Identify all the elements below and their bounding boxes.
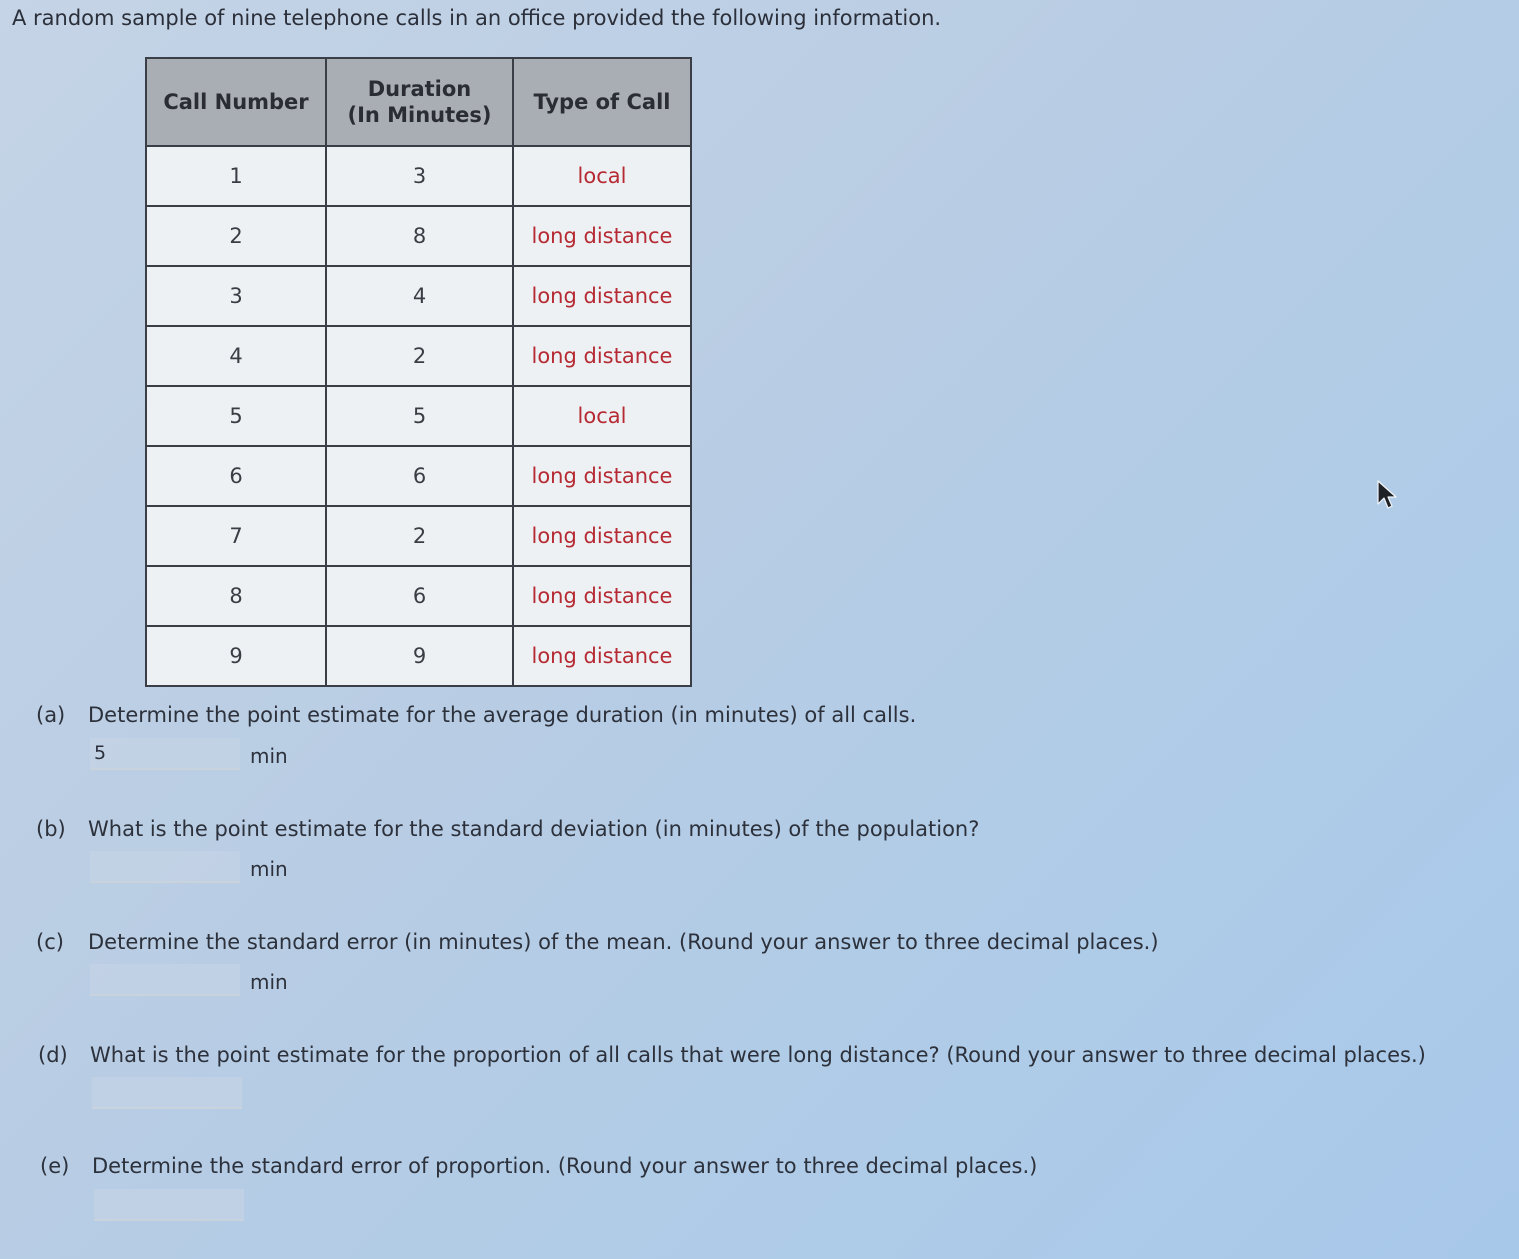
cell-type: long distance xyxy=(513,506,691,566)
table-row xyxy=(146,626,691,686)
header-type: Type of Call xyxy=(513,58,691,146)
table-row xyxy=(146,326,691,386)
header-call-number: Call Number xyxy=(146,58,326,146)
cell-call-number: 2 xyxy=(146,206,326,266)
cell-type: long distance xyxy=(513,326,691,386)
question-a xyxy=(36,703,916,727)
cell-call-number: 1 xyxy=(146,146,326,206)
question-a-label: (a) xyxy=(36,703,66,727)
calls-table xyxy=(145,57,692,687)
cell-duration: 5 xyxy=(326,386,513,446)
question-e-label: (e) xyxy=(40,1154,70,1178)
answer-b-unit: min xyxy=(250,857,288,881)
cell-call-number: 7 xyxy=(146,506,326,566)
question-d xyxy=(38,1043,1426,1067)
cell-type: local xyxy=(513,386,691,446)
cell-call-number: 5 xyxy=(146,386,326,446)
answer-c-unit: min xyxy=(250,970,288,994)
cell-type: local xyxy=(513,146,691,206)
answer-c-input[interactable] xyxy=(90,964,240,996)
question-b-text: What is the point estimate for the standard deviation (in minutes) of the population? xyxy=(88,817,980,841)
table-row xyxy=(146,206,691,266)
question-e xyxy=(40,1154,1037,1178)
question-c-label: (c) xyxy=(36,930,64,954)
question-d-label: (d) xyxy=(38,1043,68,1067)
table-row xyxy=(146,566,691,626)
table-header-row xyxy=(146,58,691,146)
cell-call-number: 6 xyxy=(146,446,326,506)
intro-text: A random sample of nine telephone calls in an office provided the following information. xyxy=(12,6,942,30)
cell-type: long distance xyxy=(513,446,691,506)
header-duration-line2: (In Minutes) xyxy=(347,103,492,127)
cell-call-number: 3 xyxy=(146,266,326,326)
table-row xyxy=(146,146,691,206)
cell-duration: 3 xyxy=(326,146,513,206)
mouse-pointer-icon xyxy=(1376,480,1398,510)
answer-d-input[interactable] xyxy=(92,1077,242,1109)
cell-duration: 9 xyxy=(326,626,513,686)
cell-call-number: 8 xyxy=(146,566,326,626)
answer-b-input[interactable] xyxy=(90,851,240,883)
question-c-text: Determine the standard error (in minutes) of the mean. (Round your answer to three decimal places.) xyxy=(88,930,1159,954)
cell-type: long distance xyxy=(513,266,691,326)
cell-duration: 8 xyxy=(326,206,513,266)
question-b xyxy=(36,817,979,841)
cell-duration: 6 xyxy=(326,446,513,506)
cell-duration: 4 xyxy=(326,266,513,326)
answer-a-input[interactable] xyxy=(90,738,240,770)
cell-type: long distance xyxy=(513,206,691,266)
answer-e-input[interactable] xyxy=(94,1189,244,1221)
cell-call-number: 9 xyxy=(146,626,326,686)
cell-duration: 2 xyxy=(326,506,513,566)
answer-a-unit: min xyxy=(250,744,288,768)
table-row xyxy=(146,386,691,446)
cell-type: long distance xyxy=(513,626,691,686)
cell-duration: 2 xyxy=(326,326,513,386)
cell-duration: 6 xyxy=(326,566,513,626)
cell-type: long distance xyxy=(513,566,691,626)
header-duration xyxy=(326,58,513,146)
cell-call-number: 4 xyxy=(146,326,326,386)
table-row xyxy=(146,266,691,326)
question-a-text: Determine the point estimate for the average duration (in minutes) of all calls. xyxy=(88,703,917,727)
question-d-text: What is the point estimate for the proportion of all calls that were long distance? (Round your answer to three decimal places.) xyxy=(90,1043,1426,1067)
question-b-label: (b) xyxy=(36,817,66,841)
table-row xyxy=(146,446,691,506)
question-c xyxy=(36,930,1159,954)
question-e-text: Determine the standard error of proportion. (Round your answer to three decimal places.) xyxy=(92,1154,1038,1178)
header-duration-line1: Duration xyxy=(367,76,472,101)
table-row xyxy=(146,506,691,566)
